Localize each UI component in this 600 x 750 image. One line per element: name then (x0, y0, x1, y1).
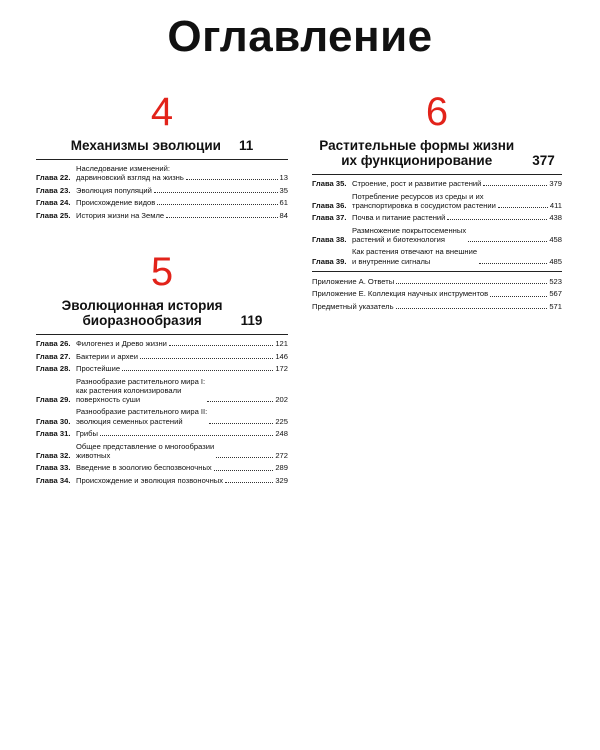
chapter-label: Глава 32. (36, 450, 71, 460)
chapter-page: 121 (275, 339, 288, 348)
dot-leader (225, 482, 273, 483)
dot-leader (483, 185, 547, 186)
chapter-label: Глава 24. (36, 198, 71, 208)
appendix-entry[interactable] (312, 302, 562, 311)
divider (312, 174, 562, 175)
chapter-page: 172 (275, 364, 288, 373)
chapter-page: 61 (279, 198, 288, 208)
chapter-title: Эволюция популяций (76, 185, 152, 195)
chapter-label: Глава 23. (36, 185, 71, 195)
chapter-title: Размножение покрытосеменных растений и биотехнология (352, 225, 467, 244)
toc-entry[interactable] (36, 186, 288, 195)
toc-entry[interactable] (312, 213, 562, 222)
appendix-title: Приложение А. Ответы (312, 276, 395, 286)
chapter-title: Происхождение и эволюция позвоночных (76, 475, 224, 485)
chapter-page: 84 (279, 210, 288, 220)
dot-leader (479, 263, 547, 264)
part-4 (36, 92, 288, 223)
chapter-title: Происхождение видов (76, 198, 156, 208)
appendix-page: 567 (549, 289, 562, 299)
chapter-label: Глава 28. (36, 364, 71, 373)
part-number: 5 (150, 250, 174, 294)
dot-leader (166, 217, 277, 218)
divider (36, 159, 288, 160)
appendix-title: Приложение Е. Коллекция научных инструментов (312, 289, 489, 299)
chapter-title: Почва и питание растений (352, 213, 446, 223)
dot-leader (122, 370, 273, 371)
toc-entry[interactable] (36, 364, 288, 373)
chapter-title: Введение в зоологию беспозвоночных (76, 463, 212, 473)
part-page: 377 (532, 153, 555, 168)
chapter-page: 411 (549, 200, 562, 210)
chapter-title: Простейшие (76, 364, 121, 373)
part-number: 6 (425, 90, 449, 134)
toc-entry[interactable] (36, 198, 288, 207)
chapter-page: 458 (549, 234, 562, 244)
chapter-title: История жизни на Земле (76, 210, 165, 220)
toc-entry[interactable] (312, 179, 562, 188)
chapter-title: Общее представление о многообразии животных (76, 441, 215, 460)
part-heading (36, 298, 288, 328)
chapter-page: 272 (275, 450, 288, 460)
chapter-page: 35 (279, 185, 288, 195)
toc-entry[interactable] (312, 192, 562, 210)
chapter-list (312, 179, 562, 311)
chapter-page: 146 (275, 351, 288, 361)
part-title: Механизмы эволюции (70, 138, 221, 153)
toc-entry[interactable] (36, 211, 288, 220)
toc-entry[interactable] (36, 476, 288, 485)
dot-leader (140, 358, 273, 359)
toc-entry[interactable] (36, 339, 288, 348)
part-6 (312, 92, 562, 314)
chapter-label: Глава 39. (312, 256, 347, 266)
toc-entry[interactable] (312, 226, 562, 244)
part-heading (36, 138, 288, 153)
dot-leader (396, 308, 548, 309)
chapter-label: Глава 22. (36, 173, 71, 183)
part-page: 119 (240, 313, 263, 328)
chapter-label: Глава 36. (312, 200, 347, 210)
toc-entry[interactable] (36, 407, 288, 425)
chapter-page: 485 (549, 256, 562, 266)
chapter-title: Филогенез и Древо жизни (76, 339, 167, 348)
divider (36, 334, 288, 335)
chapter-page: 329 (275, 475, 288, 485)
chapter-page: 248 (275, 429, 288, 439)
toc-entry[interactable] (36, 463, 288, 472)
appendix-page: 523 (549, 276, 562, 286)
chapter-label: Глава 25. (36, 210, 71, 220)
chapter-label: Глава 29. (36, 394, 71, 404)
chapter-page: 202 (275, 394, 288, 404)
dot-leader (169, 345, 273, 346)
dot-leader (396, 283, 547, 284)
page-title: Оглавление (167, 12, 433, 61)
chapter-page: 438 (549, 213, 562, 223)
chapter-page: 13 (279, 173, 288, 183)
chapter-title: Грибы (76, 429, 98, 439)
chapter-list (36, 164, 288, 220)
appendix-title: Предметный указатель (312, 301, 394, 311)
part-heading (312, 138, 562, 168)
chapter-title: Потребление ресурсов из среды и их транспортировка в сосудистом растении (352, 191, 496, 210)
chapter-label: Глава 35. (312, 179, 347, 188)
chapter-label: Глава 27. (36, 351, 71, 361)
appendix-page: 571 (549, 301, 562, 311)
toc-entry[interactable] (36, 164, 288, 182)
chapter-page: 225 (275, 416, 288, 426)
dot-leader (468, 241, 547, 242)
dot-leader (207, 401, 273, 402)
toc-entry[interactable] (36, 429, 288, 438)
chapter-label: Глава 26. (36, 339, 71, 348)
chapter-title: Бактерии и археи (76, 351, 138, 361)
part-page: 11 (238, 138, 254, 153)
chapter-title: Разнообразие растительного мира I: как растения колонизировали поверхность суши (76, 376, 206, 404)
dot-leader (498, 207, 548, 208)
chapter-title: Разнообразие растительного мира II: эволюция семенных растений (76, 407, 208, 426)
appendix-entry[interactable] (312, 289, 562, 298)
part-title: Эволюционная история биоразнообразия (61, 298, 223, 328)
dot-leader (100, 435, 273, 436)
toc-entry[interactable] (36, 352, 288, 361)
dot-leader (209, 423, 273, 424)
dot-leader (154, 192, 278, 193)
chapter-label: Глава 31. (36, 429, 71, 439)
toc-entry[interactable] (312, 247, 562, 265)
chapter-page: 379 (549, 179, 562, 188)
chapter-title: Как растения отвечают на внешние и внутренние сигналы (352, 247, 478, 266)
dot-leader (447, 219, 547, 220)
dot-leader (490, 296, 547, 297)
appendix-entry[interactable] (312, 277, 562, 286)
toc-entry[interactable] (36, 377, 288, 405)
chapter-label: Глава 30. (36, 416, 71, 426)
chapter-title: Наследование изменений: дарвиновский взгляд на жизнь (76, 164, 184, 183)
chapter-label: Глава 38. (312, 234, 347, 244)
chapter-title: Строение, рост и развитие растений (352, 179, 482, 188)
chapter-list (36, 339, 288, 485)
dot-leader (214, 470, 274, 471)
chapter-label: Глава 34. (36, 475, 71, 485)
part-title: Растительные формы жизни их функционирование (319, 138, 515, 168)
toc-entry[interactable] (36, 442, 288, 460)
dot-leader (216, 457, 273, 458)
chapter-page: 289 (275, 463, 288, 473)
divider (312, 271, 562, 272)
part-number: 4 (150, 90, 174, 134)
dot-leader (157, 204, 277, 205)
dot-leader (186, 179, 278, 180)
part-5 (36, 252, 288, 488)
chapter-label: Глава 37. (312, 213, 347, 223)
chapter-label: Глава 33. (36, 463, 71, 473)
